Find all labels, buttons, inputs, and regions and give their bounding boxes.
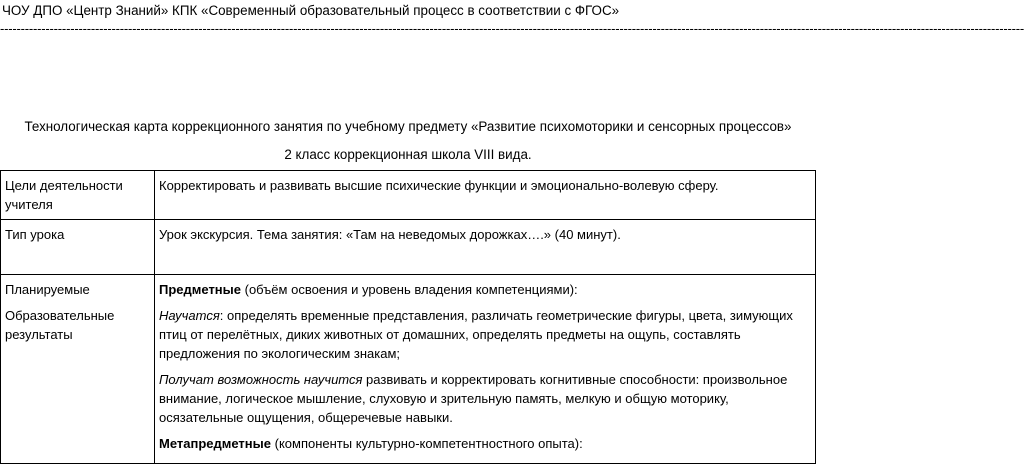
organization-line: ЧОУ ДПО «Центр Знаний» КПК «Современный образовательный процесс в соответствии с ФГОС»: [2, 3, 620, 18]
chance-text: развивать и корректировать когнитивные способности: произвольное внимание, логическое мышление, слуховую и зрительную память, мелкую и общую моторику, осязательные ощущения, общеречевые навыки.: [159, 372, 788, 425]
row-value-lesson-type: Урок экскурсия. Тема занятия: «Там на неведомых дорожках….» (40 минут).: [155, 220, 816, 275]
row-label-lesson-type: Тип урока: [1, 220, 155, 275]
learn-text: : определять временные представления, различать геометрические фигуры, цвета, зимующих птиц от перелётных, диких животных от домашних, определять предметы на ощупь, составлять предложения по экологическим знакам;: [159, 308, 793, 361]
table-row: [1, 275, 816, 464]
row-value-goals: Корректировать и развивать высшие психические функции и эмоционально-волевую сферу.: [155, 171, 816, 220]
subject-heading-rest: (объём освоения и уровень владения компетенциями):: [241, 282, 578, 297]
subject-heading: Предметные: [159, 282, 241, 297]
document-title: Технологическая карта коррекционного занятия по учебному предмету «Развитие психомоторики и сенсорных процессов»: [24, 119, 792, 134]
chance-paragraph: [159, 370, 811, 427]
meta-heading: Метапредметные: [159, 436, 271, 451]
separator-line: --------------------------------------------------------------------------------------------------------------------------------------------------------------------------------------------------------------------------------------------------------: [0, 21, 1024, 36]
learn-paragraph: [159, 306, 811, 363]
technology-card-table: [0, 170, 816, 464]
results-label-line2: Образовательные результаты: [5, 308, 115, 342]
subject-results-paragraph: [159, 280, 811, 299]
results-label-line1: Планируемые: [5, 282, 90, 297]
document-subtitle: 2 класс коррекционная школа VIII вида.: [284, 147, 532, 162]
table-row: [1, 171, 816, 220]
meta-heading-rest: (компоненты культурно-компетентностного опыта):: [271, 436, 583, 451]
row-value-results: [155, 275, 816, 464]
meta-results-paragraph: [159, 434, 811, 453]
table-row: [1, 220, 816, 275]
row-label-goals: Цели деятельности учителя: [1, 171, 155, 220]
row-label-results: [1, 275, 155, 464]
chance-lead: Получат возможность научится: [159, 372, 363, 387]
learn-lead: Научатся: [159, 308, 220, 323]
